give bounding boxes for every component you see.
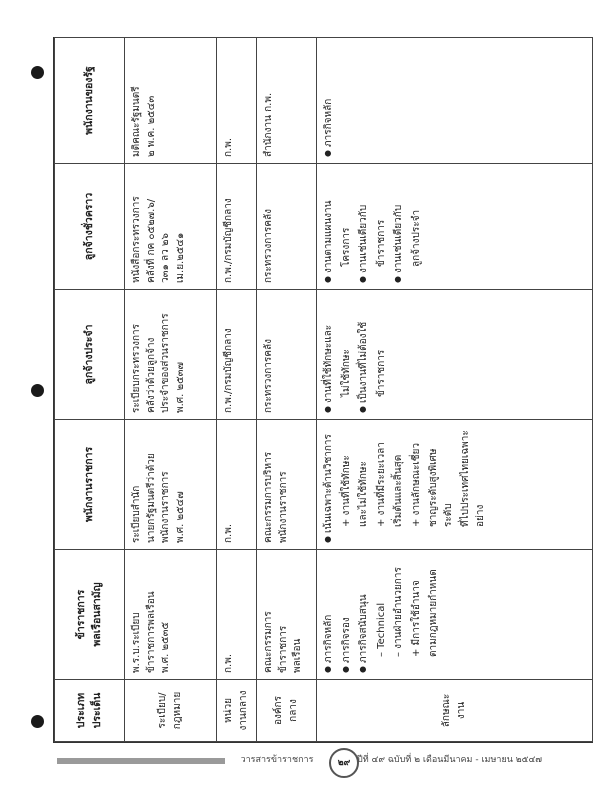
cell-line: กระทรวงการคลัง [263, 209, 274, 283]
cell-line: ก.พ. [223, 137, 234, 157]
header-temporary-employee: ลูกจ้างชั่วคราว [55, 164, 125, 290]
header-civil-servant: ข้าราชการ พลเรือนสามัญ [55, 550, 125, 680]
bullet-list [322, 170, 424, 283]
list-item: ● เป็นงานที่ไม่ต้องใช้ [357, 296, 372, 413]
list-item: ชาญระดับสูงพิเศษระดับ [428, 448, 454, 527]
punch-hole [31, 384, 44, 397]
table-cell [125, 290, 217, 420]
cell-line: พนักงานราชการ [160, 471, 171, 543]
cell-line: ๒ พ.ค. ๒๕๔๓ [145, 95, 157, 157]
list-item: ไม่ใช้ทักษะ [340, 349, 352, 397]
punch-hole [31, 66, 44, 79]
comparison-table [54, 37, 593, 742]
list-item: ● ภารกิจหลัก [322, 556, 337, 673]
table-row [217, 38, 257, 742]
list-item: เริ่มต้นและสิ้นสุด [393, 454, 404, 527]
cell-line: ก.พ./กรมบัญชีกลาง [223, 328, 234, 413]
cell-line: คณะกรรมการบริหาร [263, 451, 274, 543]
cell-line: ข้าราชการ [277, 625, 289, 673]
table-cell [125, 550, 217, 680]
table-row [125, 38, 217, 742]
footer-bar [57, 758, 225, 764]
list-item: ข้าราชการ [375, 349, 387, 397]
row-header: ระเบียบ/ กฎหมาย [125, 680, 217, 742]
list-item: ● เน้นเฉพาะด้านวิชาการ [322, 426, 337, 543]
cell-line: พ.ศ. ๒๕๔๗ [174, 491, 186, 543]
row-header: หน่วย งานกลาง [217, 680, 257, 742]
list-item: ● งานเช่นเดียวกับ [357, 170, 372, 283]
list-item: และไม่ใช้ทักษะ [358, 461, 369, 527]
list-item: ● งานตามแผนงาน [322, 170, 337, 283]
cell-line: ประจำของส่วนราชการ [160, 313, 171, 413]
cell-line: ข้าราชการพลเรือน [145, 591, 157, 673]
cell-line: ก.พ. [223, 523, 234, 543]
bullet-list [322, 556, 442, 673]
cell-line: พ.ศ. ๒๕๓๕ [160, 621, 171, 673]
list-item: + งานที่มีระยะเวลา [375, 442, 387, 527]
table-cell [217, 420, 257, 550]
table-cell [217, 38, 257, 164]
bullet-list [322, 426, 488, 543]
table-cell [125, 38, 217, 164]
table-cell [317, 420, 593, 550]
list-item: ● งานเช่นเดียวกับ [392, 170, 407, 283]
table-cell [317, 38, 593, 164]
row-header: องค์กรกลาง [257, 680, 317, 742]
cell-line: มติคณะรัฐมนตรี [131, 86, 142, 157]
list-item: + งานที่ใช้ทักษะ [340, 455, 352, 527]
table-cell [257, 164, 317, 290]
cell-line: พ.ศ. ๒๕๓๗ [174, 362, 186, 413]
bullet-list [322, 44, 337, 157]
header-state-employee: พนักงานของรัฐ [55, 38, 125, 164]
page-footer [57, 748, 597, 774]
list-item: ที่ไปประเทศไทยเฉพาะอย่าง [460, 430, 486, 527]
table-cell [257, 420, 317, 550]
cell-line: เม.ย.๒๕๔๑ [174, 232, 186, 283]
cell-line: กระทรวงการคลัง [263, 339, 274, 413]
cell-line: ระเบียบสำนัก [131, 485, 142, 543]
bullet-list [322, 296, 389, 413]
cell-line: คลังที่ กค ๐๕๒๗.๖/ [145, 198, 157, 283]
rotated-table-container [54, 38, 592, 742]
list-item: ตามกฎหมายกำหนด [428, 569, 439, 657]
cell-line: พนักงานราชการ [277, 471, 289, 543]
row-header: ลักษณะงาน [317, 680, 593, 742]
table-cell [125, 164, 217, 290]
cell-line: คณะกรรมการ [263, 611, 274, 673]
table-cell [125, 420, 217, 550]
list-item: ข้าราชการ [375, 219, 387, 267]
table-body [125, 38, 593, 742]
list-item: ● ภารกิจสนับสนุน [357, 556, 372, 673]
header-type: ประเภท ประเด็น [55, 680, 125, 742]
cell-line: นายกรัฐมนตรีว่าด้วย [145, 453, 157, 543]
table-cell [257, 550, 317, 680]
list-item: – งานฝ่ายอำนวยการ [393, 567, 404, 657]
table-row [317, 38, 593, 742]
cell-line: ก.พ./กรมบัญชีกลาง [223, 198, 234, 283]
table-row [257, 38, 317, 742]
list-item: + มีการใช้อำนาจ [410, 580, 422, 657]
list-item: – Technical [375, 602, 387, 657]
journal-name: วารสารข้าราชการ [240, 755, 314, 765]
page-number: ๒๙ [329, 748, 359, 778]
list-item: ● งานที่ใช้ทักษะและ [322, 296, 337, 413]
cell-line: หนังสือกระทรวงการ [131, 196, 142, 283]
list-item: + งานลักษณะเชี่ยว [410, 443, 422, 527]
list-item: ● ภารกิจหลัก [322, 44, 337, 157]
cell-line: ระเบียบกระทรวงการ [131, 323, 142, 413]
header-government-employee: พนักงานราชการ [55, 420, 125, 550]
table-cell [257, 290, 317, 420]
cell-line: ก.พ. [223, 653, 234, 673]
table-cell [217, 290, 257, 420]
table-cell [317, 550, 593, 680]
table-cell [217, 550, 257, 680]
list-item: โครงการ [340, 227, 352, 267]
list-item: ลูกจ้างประจำ [410, 209, 422, 267]
issue-info: ปีที่ ๔๙ ฉบับที่ ๒ เดือนมีนาคม - เมษายน ๒๕๔๗ [357, 755, 543, 765]
punch-hole [31, 715, 44, 728]
header-permanent-employee: ลูกจ้างประจำ [55, 290, 125, 420]
cell-line: สำนักงาน ก.พ. [263, 92, 274, 157]
table-cell [217, 164, 257, 290]
comparison-table-frame [53, 37, 593, 743]
table-cell [317, 290, 593, 420]
cell-line: พลเรือน [292, 638, 303, 673]
list-item: ● ภารกิจรอง [340, 556, 355, 673]
table-cell [317, 164, 593, 290]
cell-line: พ.ร.บ.ระเบียบ [131, 612, 142, 673]
cell-line: คลังว่าด้วยลูกจ้าง [145, 337, 157, 413]
table-cell [257, 38, 317, 164]
cell-line: ว๓๑ ลว ๒๖ [160, 233, 171, 283]
